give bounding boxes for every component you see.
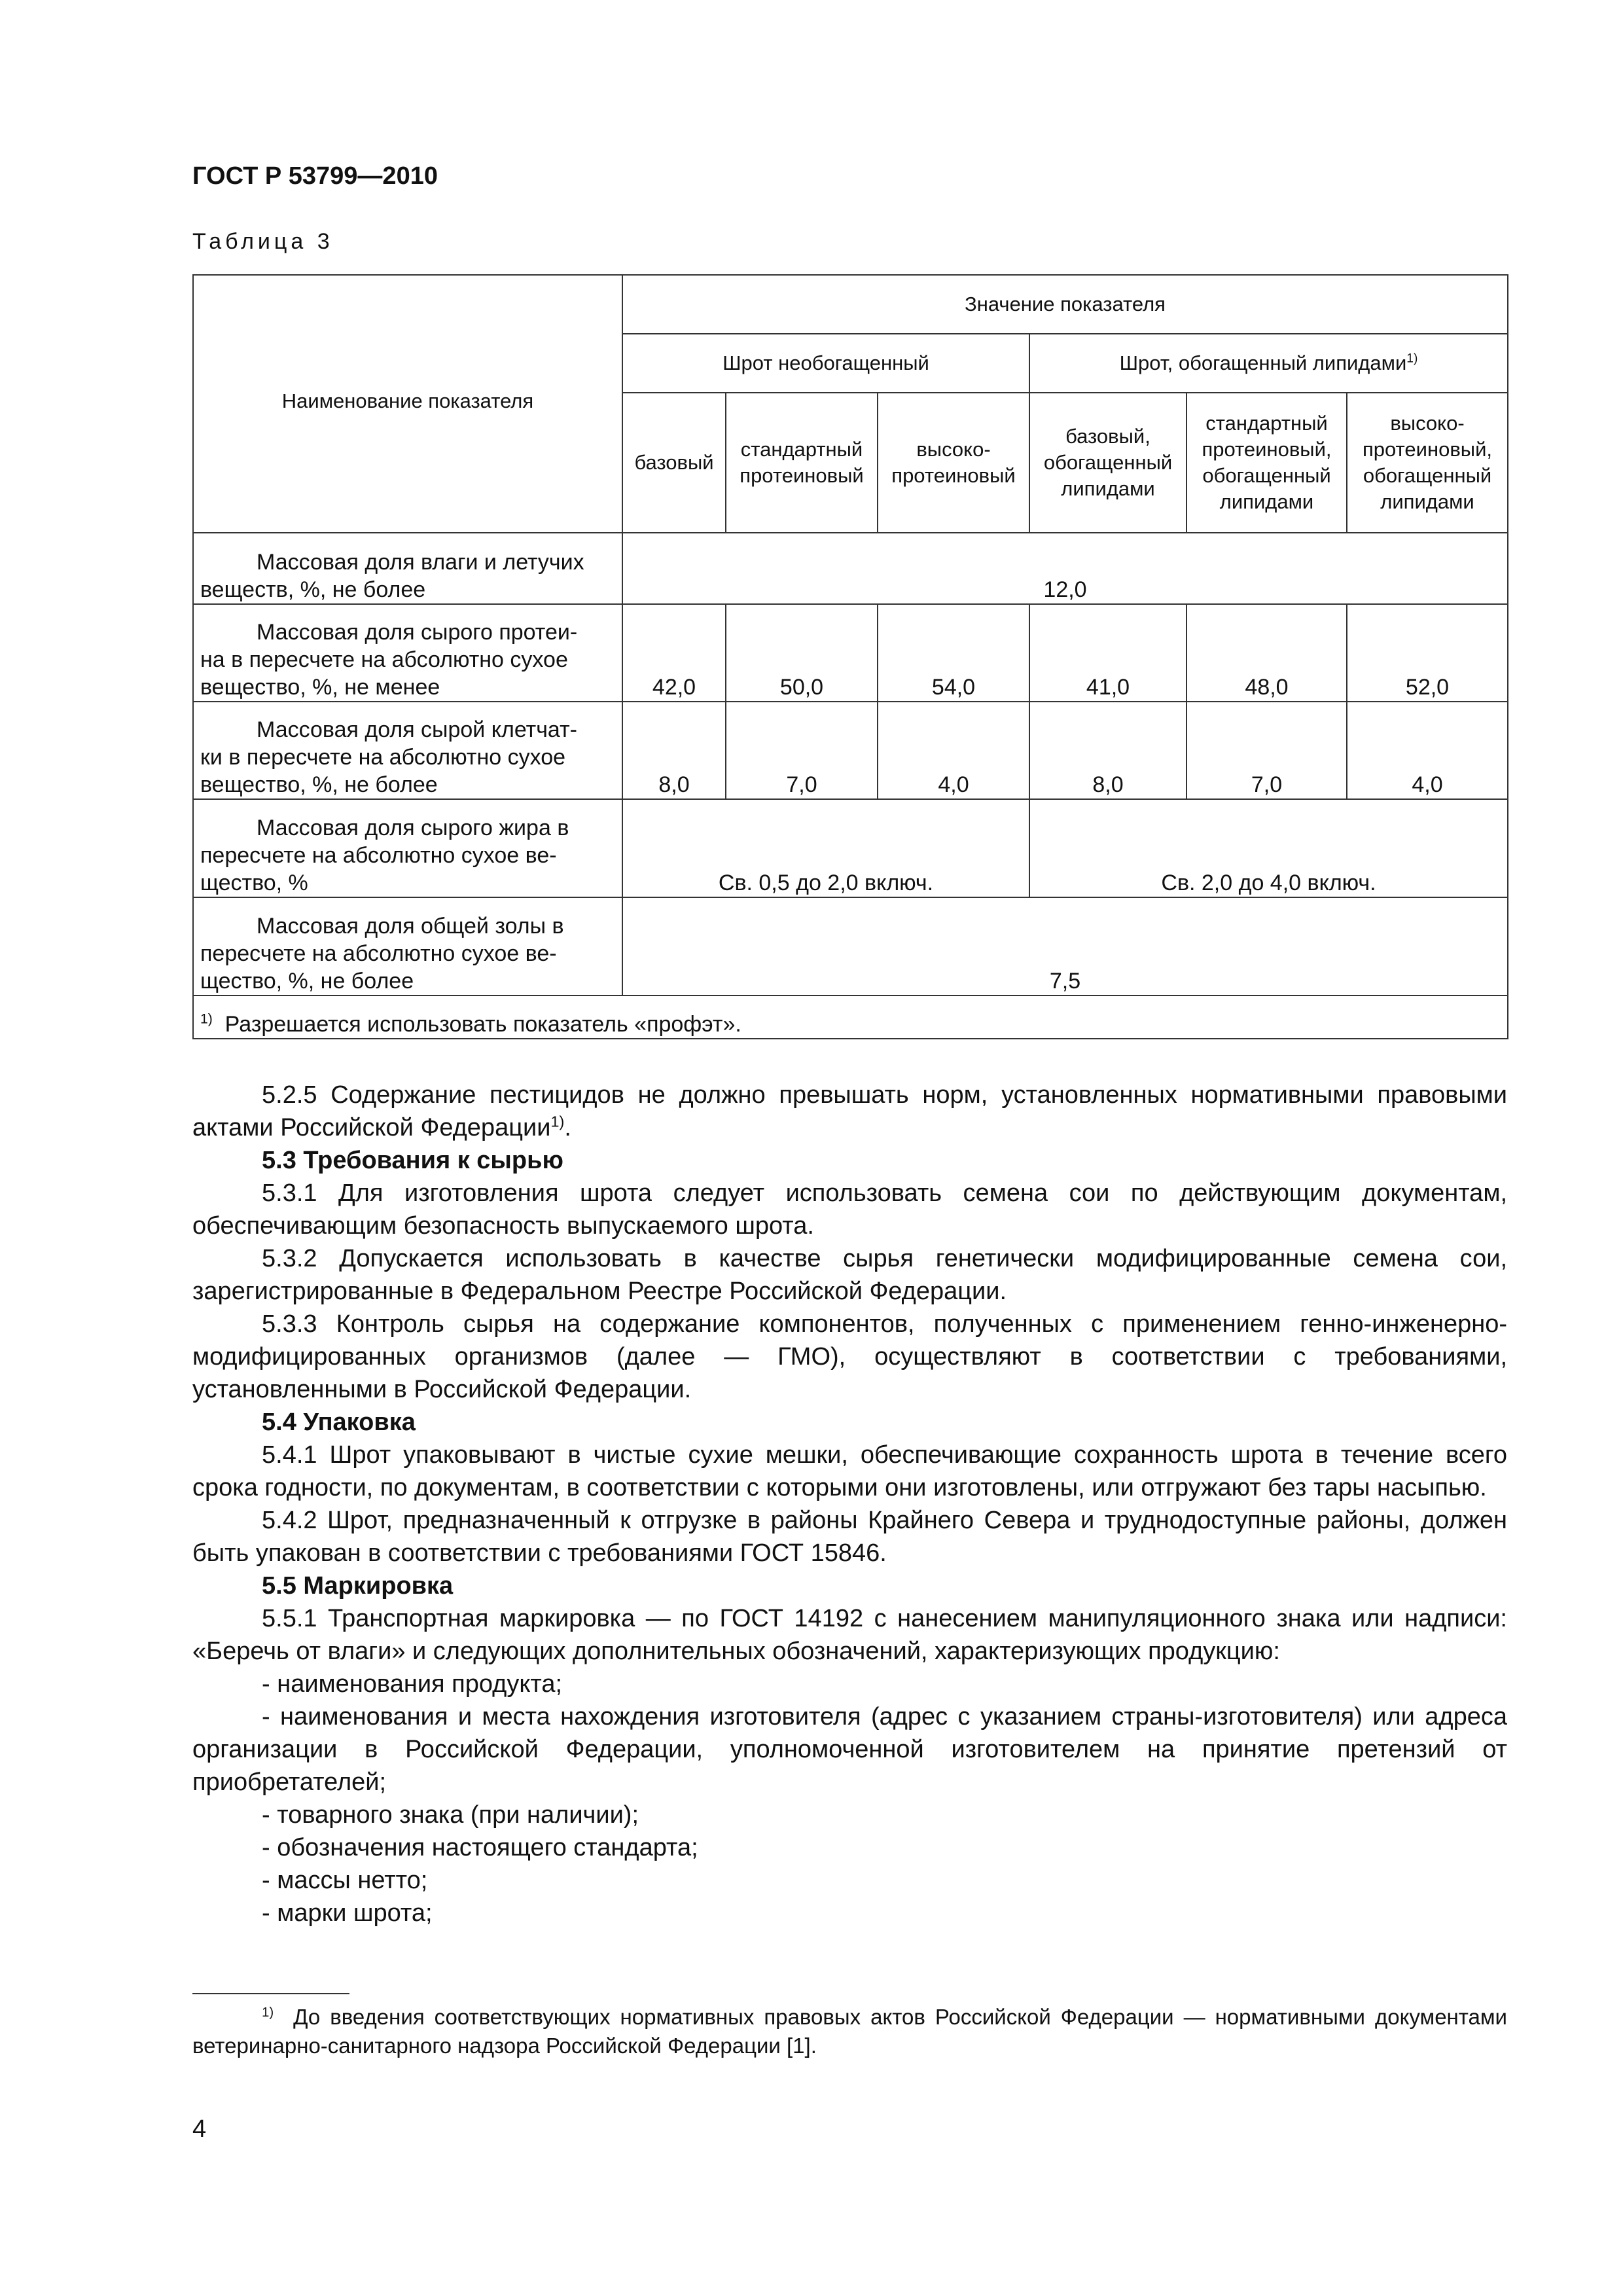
header-sub-line: обогащенный [1363, 464, 1492, 487]
list-item: - наименования и места нахождения изготовителя (адрес с указанием страны-изготовителя) или адреса организации в Российской Федерации, уполномоченной изготовителем на принятие претензий от приобретателей; [192, 1703, 1507, 1796]
table-footnote [193, 996, 1508, 1039]
value-cell: 4,0 [878, 702, 1029, 799]
indicators-table [192, 274, 1508, 1039]
list-item: - марки шрота; [262, 1899, 433, 1927]
table-footnote-row [193, 996, 1508, 1039]
header-sub-basic [622, 393, 726, 533]
value-cell: 50,0 [726, 604, 878, 702]
row-name-line: ки в пересчете на абсолютно сухое [200, 745, 566, 770]
row-name [193, 897, 622, 996]
section-heading-5-5: 5.5 Маркировка [262, 1572, 454, 1600]
list-item: - массы нетто; [262, 1867, 428, 1894]
table-row [193, 533, 1508, 604]
header-group-unenriched: Шрот необогащенный [622, 334, 1029, 393]
row-name-line: Массовая доля сырого жира в [257, 816, 569, 840]
header-sub-standard-enriched [1186, 393, 1347, 533]
value-cell: 8,0 [1029, 702, 1186, 799]
section-heading-5-3: 5.3 Требования к сырью [262, 1147, 563, 1174]
row-name-line: веществ, %, не более [200, 577, 426, 602]
header-sub-basic-enriched [1029, 393, 1186, 533]
value-cell: 7,0 [726, 702, 878, 799]
row-name-line: вещество, %, не более [200, 772, 438, 797]
row-name-line: на в пересчете на абсолютно сухое [200, 647, 568, 672]
value-cell: 54,0 [878, 604, 1029, 702]
footnote-marker: 1) [1406, 351, 1418, 366]
row-name-line: Массовая доля сырой клетчат- [257, 717, 577, 742]
row-name-line: вещество, %, не менее [200, 675, 440, 700]
document-header: ГОСТ Р 53799—2010 [192, 162, 438, 190]
row-name-line: Массовая доля общей золы в [257, 914, 564, 939]
header-sub-line: стандартный [1205, 412, 1328, 435]
paragraph-5-2-5 [192, 1079, 1507, 1144]
row-name-line: Массовая доля влаги и летучих [257, 550, 584, 575]
value-cell: 4,0 [1347, 702, 1508, 799]
table-caption: Таблица 3 [192, 229, 334, 254]
value-cell: 52,0 [1347, 604, 1508, 702]
footnote-marker: 1) [200, 1011, 213, 1027]
row-name-line: пересчете на абсолютно сухое ве- [200, 941, 557, 966]
paragraph-5-3-1: 5.3.1 Для изготовления шрота следует использовать семена сои по действующим документам, обеспечивающим безопасность выпускаемого шрота. [192, 1179, 1507, 1240]
table-row [193, 604, 1508, 702]
table-footnote-text: Разрешается использовать показатель «профэт». [224, 1012, 741, 1037]
header-sub-line: липидами [1380, 490, 1474, 513]
paragraph-text-end: . [564, 1114, 571, 1141]
row-name-line: Массовая доля сырого протеи- [257, 620, 578, 645]
row-name [193, 533, 622, 604]
header-sub-standard [726, 393, 878, 533]
header-sub-line: липидами [1219, 490, 1314, 513]
paragraph-5-3-3: 5.3.3 Контроль сырья на содержание компонентов, полученных с применением генно-инженерно-модифицированных организмов (далее — ГМО), осуществляют в соответствии с требованиями, установленными в Российской Федерации. [192, 1310, 1507, 1403]
header-sub-line: базовый [634, 451, 714, 474]
value-cell: 7,5 [622, 897, 1508, 996]
header-value-group: Значение показателя [622, 275, 1508, 334]
header-sub-high-protein-enriched [1347, 393, 1508, 533]
paragraph-text: 5.2.5 Содержание пестицидов не должно превышать норм, установленных нормативными правовыми актами Российской Федерации [192, 1081, 1507, 1141]
list-item: - обозначения настоящего стандарта; [262, 1834, 698, 1861]
row-name-line: щество, %, не более [200, 969, 414, 994]
paragraph-5-3-2: 5.3.2 Допускается использовать в качестве сырья генетически модифицированные семена сои, зарегистрированные в Федеральном Реестре Российской Федерации. [192, 1245, 1507, 1305]
header-sub-high-protein [878, 393, 1029, 533]
value-cell: 48,0 [1186, 604, 1347, 702]
header-sub-line: липидами [1061, 477, 1155, 500]
footnote-marker: 1) [550, 1113, 565, 1130]
paragraph-5-4-2: 5.4.2 Шрот, предназначенный к отгрузке в районы Крайнего Севера и труднодоступные районы, должен быть упакован в соответствии с требованиями ГОСТ 15846. [192, 1507, 1507, 1567]
body-text [192, 1079, 1507, 1929]
header-sub-line: протеиновый [740, 464, 864, 487]
row-name [193, 702, 622, 799]
header-sub-line: высоко- [916, 438, 991, 461]
header-sub-line: обогащенный [1043, 451, 1173, 474]
table-row [193, 799, 1508, 897]
header-sub-line: протеиновый, [1362, 438, 1493, 461]
header-group-enriched-label: Шрот, обогащенный липидами [1119, 351, 1407, 374]
page-number: 4 [192, 2115, 207, 2143]
value-cell: Св. 0,5 до 2,0 включ. [622, 799, 1029, 897]
page-footnote [192, 2003, 1507, 2060]
table-row [193, 702, 1508, 799]
paragraph-5-5-1: 5.5.1 Транспортная маркировка — по ГОСТ 14192 с нанесением манипуляционного знака или надписи: «Беречь от влаги» и следующих дополнительных обозначений, характеризующих продукцию: [192, 1605, 1507, 1665]
page-footnote-paragraph [192, 2003, 1507, 2060]
value-cell: 7,0 [1186, 702, 1347, 799]
section-heading-5-4: 5.4 Упаковка [262, 1408, 416, 1436]
header-sub-line: стандартный [740, 438, 863, 461]
row-name [193, 799, 622, 897]
footnote-divider [192, 1993, 349, 1994]
header-sub-line: базовый, [1065, 425, 1150, 448]
header-sub-line: протеиновый [891, 464, 1016, 487]
value-cell: 41,0 [1029, 604, 1186, 702]
footnote-marker: 1) [262, 2005, 274, 2020]
header-sub-line: протеиновый, [1202, 438, 1332, 461]
value-cell: 12,0 [622, 533, 1508, 604]
row-name-line: щество, % [200, 870, 308, 895]
list-item: - товарного знака (при наличии); [262, 1801, 639, 1829]
header-sub-line: обогащенный [1202, 464, 1331, 487]
list-item: - наименования продукта; [262, 1670, 563, 1698]
value-cell: 8,0 [622, 702, 726, 799]
table-row [193, 897, 1508, 996]
value-cell: Св. 2,0 до 4,0 включ. [1029, 799, 1508, 897]
paragraph-5-4-1: 5.4.1 Шрот упаковывают в чистые сухие мешки, обеспечивающие сохранность шрота в течение всего срока годности, по документам, в соответствии с которыми они изготовлены, или отгружают без тары насыпью. [192, 1441, 1507, 1501]
row-name-line: пересчете на абсолютно сухое ве- [200, 843, 557, 868]
value-cell: 42,0 [622, 604, 726, 702]
header-indicator-name: Наименование показателя [193, 275, 622, 533]
header-sub-line: высоко- [1390, 412, 1465, 435]
header-group-enriched [1029, 334, 1508, 393]
page-footnote-text: До введения соответствующих нормативных правовых актов Российской Федерации — нормативными документами ветеринарно-санитарного надзора Российской Федерации [1]. [192, 2005, 1507, 2058]
row-name [193, 604, 622, 702]
